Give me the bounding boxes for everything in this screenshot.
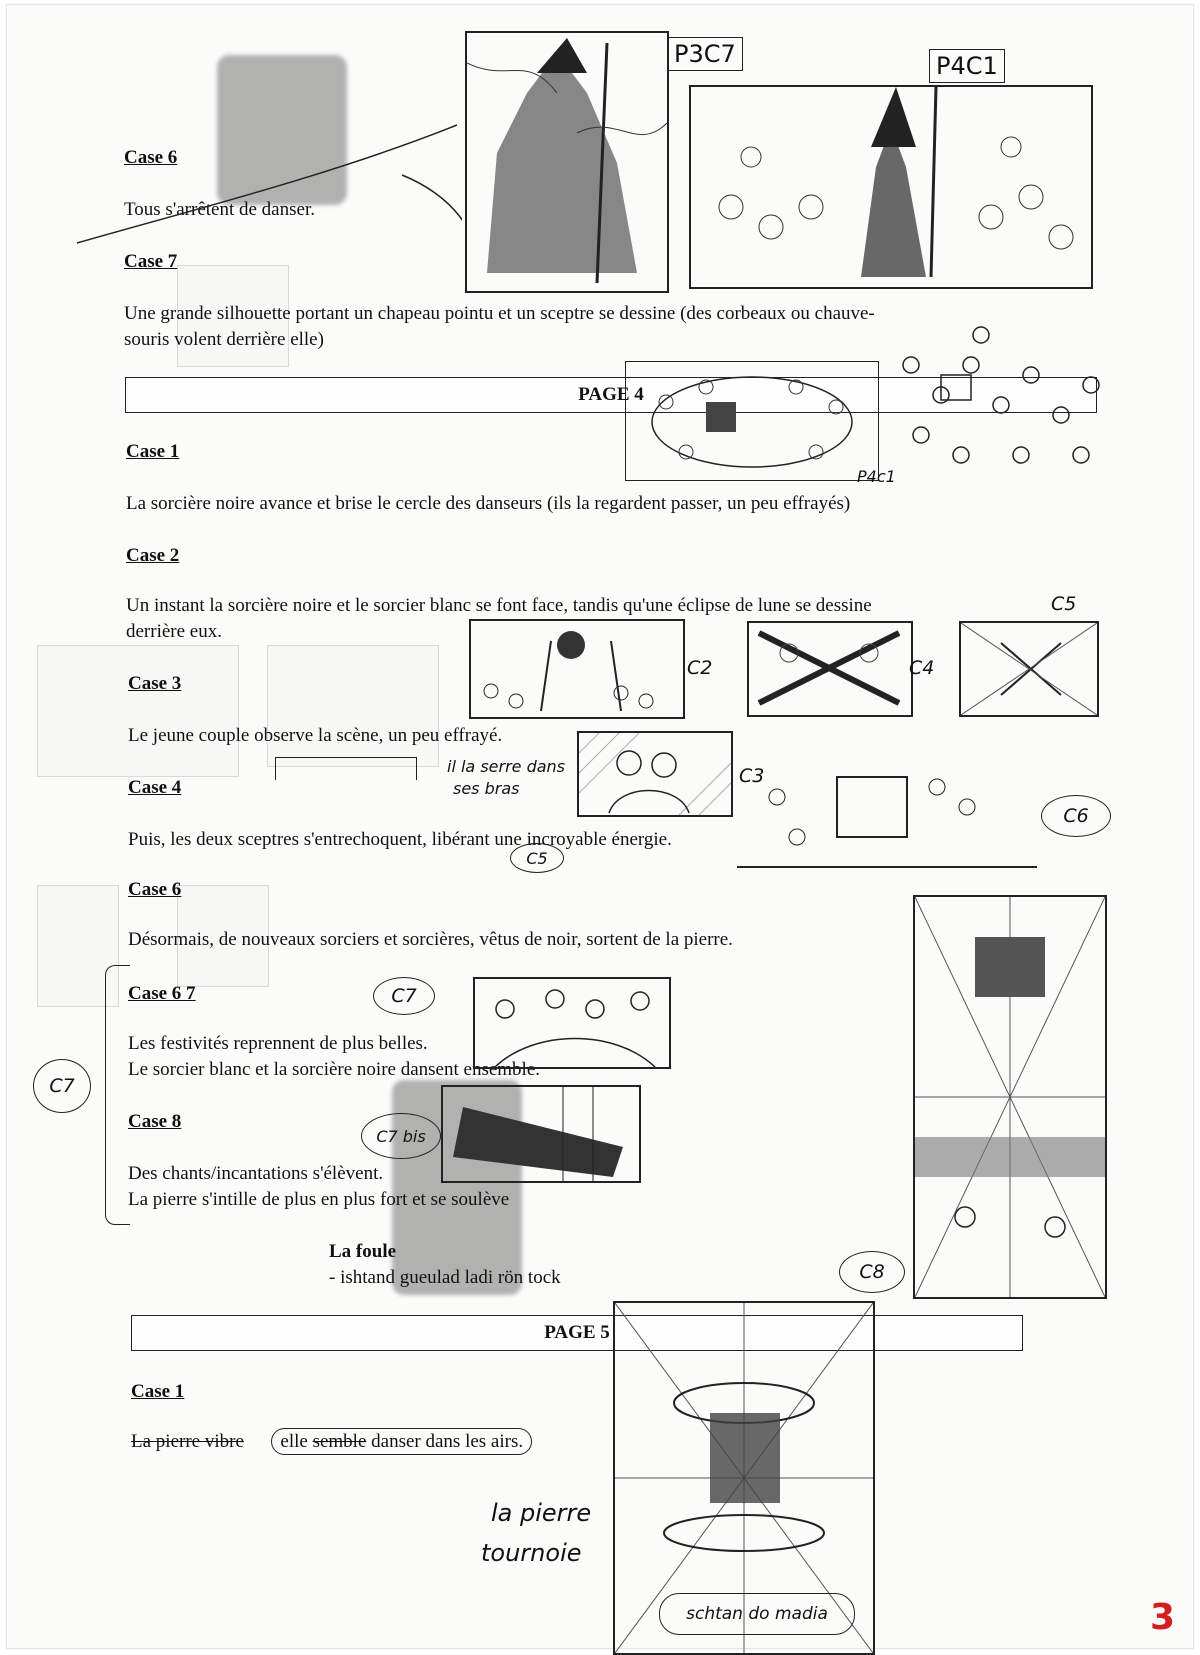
p4-case-6-line-1: Les festivités reprennent de plus belles. bbox=[128, 1033, 428, 1054]
bracket-c7-c8 bbox=[105, 965, 130, 1225]
sketch-c5 bbox=[959, 621, 1099, 717]
p4-case-3-text: Le jeune couple observe la scène, un peu effrayé. bbox=[128, 725, 503, 746]
p4-case-7-line-1: Des chants/incantations s'élèvent. bbox=[128, 1163, 384, 1184]
label-c5: C5 bbox=[1051, 593, 1077, 615]
sketch-p4c1 bbox=[689, 85, 1093, 289]
label-p4c1-small: P4c1 bbox=[857, 467, 896, 486]
p4-case-5-text: Désormais, de nouveaux sorciers et sorcières, vêtus de noir, sortent de la pierre. bbox=[128, 929, 733, 950]
label-p3c7: P3C7 bbox=[667, 37, 743, 71]
p4-case-6-line-2: Le sorcier blanc et la sorcière noire dansent ensemble. bbox=[128, 1059, 541, 1080]
sketch-c8 bbox=[913, 895, 1107, 1299]
strike-curve bbox=[72, 115, 462, 255]
p4-case-7-line-2: La pierre s'intille de plus en plus fort et se soulève bbox=[128, 1189, 510, 1210]
label-c7-left: C7 bbox=[33, 1059, 91, 1113]
p4-case-2-title: Case 2 bbox=[126, 545, 180, 566]
case-6-title: Case 6 bbox=[124, 147, 178, 168]
label-c4: C4 bbox=[909, 657, 935, 679]
note-pierre-line-1: la pierre bbox=[491, 1499, 592, 1527]
p4-case-4-text: Puis, les deux sceptres s'entrechoquent, libérant une incroyable énergie. bbox=[128, 829, 672, 850]
label-c5-circled: C5 bbox=[510, 843, 564, 873]
page-number: 3 bbox=[1149, 1597, 1175, 1638]
p5-case-1-text bbox=[131, 1429, 532, 1455]
circled-sentence: elle semble danser dans les airs. bbox=[271, 1428, 532, 1455]
sketch-circle-dancers bbox=[625, 361, 879, 481]
label-c7-mid: C7 bbox=[373, 977, 435, 1015]
label-c6: C6 bbox=[1041, 795, 1111, 837]
label-c8: C8 bbox=[839, 1251, 905, 1293]
case-7-line-2: souris volent derrière elle) bbox=[124, 329, 324, 350]
p4-case-5-title: Case 6 bbox=[128, 879, 182, 900]
p4-case-1-title: Case 1 bbox=[126, 441, 180, 462]
struck-text: La pierre vibre bbox=[131, 1431, 244, 1452]
case-6-text: Tous s'arrêtent de danser. bbox=[124, 199, 315, 220]
crowd-line: - ishtand gueulad ladi rön tock bbox=[329, 1267, 561, 1288]
p4-case-6-title: Case 6 7 bbox=[128, 983, 196, 1004]
label-c2: C2 bbox=[687, 657, 713, 679]
sketch-c3 bbox=[577, 731, 733, 817]
script-page bbox=[6, 4, 1194, 1649]
speech-bubble: schtan do madia bbox=[659, 1593, 855, 1635]
p4-case-7-title: Case 8 bbox=[128, 1111, 182, 1132]
label-c3: C3 bbox=[739, 765, 765, 787]
case-7-title: Case 7 bbox=[124, 251, 178, 272]
note-pierre-line-2: tournoie bbox=[481, 1539, 582, 1567]
case-7-line-1: Une grande silhouette portant un chapeau pointu et un sceptre se dessine (des corbeaux ou chauve- bbox=[124, 303, 875, 324]
note-bras-line-1: il la serre dans bbox=[447, 757, 566, 776]
label-c7bis: C7 bis bbox=[361, 1113, 441, 1159]
empty-panel-frame bbox=[275, 757, 417, 780]
sketch-p3c7 bbox=[465, 31, 669, 293]
sketch-c7 bbox=[473, 977, 671, 1069]
page-4-header: PAGE 4 bbox=[125, 377, 1097, 413]
sketch-c6 bbox=[737, 757, 1037, 887]
p4-case-2-line-2: derrière eux. bbox=[126, 621, 222, 642]
note-bras-line-2: ses bras bbox=[453, 779, 520, 798]
sketch-c4 bbox=[747, 621, 913, 717]
sketch-crowd bbox=[881, 305, 1117, 505]
crowd-title: La foule bbox=[329, 1241, 397, 1262]
sketch-c2 bbox=[469, 619, 685, 719]
p4-case-1-text: La sorcière noire avance et brise le cercle des danseurs (ils la regardent passer, un peu effrayés) bbox=[126, 493, 851, 514]
label-p4c1-top: P4C1 bbox=[929, 49, 1005, 83]
p4-case-2-line-1: Un instant la sorcière noire et le sorcier blanc se font face, tandis qu'une éclipse de lune se dessine bbox=[126, 595, 872, 616]
p4-case-3-title: Case 3 bbox=[128, 673, 182, 694]
page-5-header: PAGE 5 bbox=[131, 1315, 1023, 1351]
sketch-c7bis bbox=[441, 1085, 641, 1183]
p4-case-4-title: Case 4 bbox=[128, 777, 182, 798]
ghost-panel bbox=[37, 645, 239, 777]
p5-case-1-title: Case 1 bbox=[131, 1381, 185, 1402]
